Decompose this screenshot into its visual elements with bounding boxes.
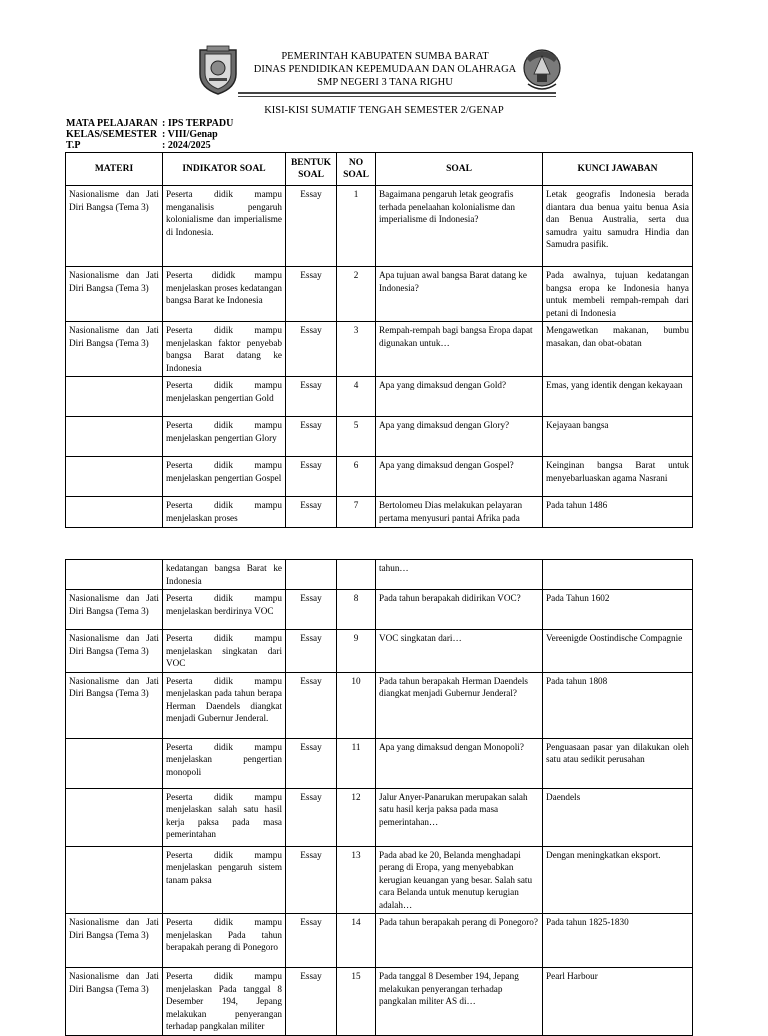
- cell-no: 13: [337, 846, 376, 914]
- cell-no: 7: [337, 497, 376, 528]
- cell-soal: VOC singkatan dari…: [376, 630, 543, 673]
- cell-kunci: Pada tahun 1808: [543, 672, 693, 738]
- cell-kunci: Keinginan bangsa Barat untuk menyebarluaskan agama Nasrani: [543, 457, 693, 497]
- cell-no: 8: [337, 590, 376, 630]
- letterhead-rule-thick: [238, 92, 556, 94]
- regency-emblem-icon: [197, 44, 239, 96]
- cell-no: 9: [337, 630, 376, 673]
- cell-indikator: Peserta didik mampu menjelaskan singkatan dari VOC: [163, 630, 286, 673]
- cell-no: 5: [337, 417, 376, 457]
- cell-bentuk: Essay: [286, 267, 337, 322]
- cell-soal: Apa tujuan awal bangsa Barat datang ke Indonesia?: [376, 267, 543, 322]
- cell-indikator: Peserta didik mampu menjelaskan pada tahun berapa Herman Daendels diangkat menjadi Gubernur Jenderal.: [163, 672, 286, 738]
- cell-bentuk: Essay: [286, 322, 337, 377]
- cell-kunci: Mengawetkan makanan, bumbu masakan, dan obat-obatan: [543, 322, 693, 377]
- cell-bentuk: Essay: [286, 497, 337, 528]
- cell-kunci: Vereenigde Oostindische Compagnie: [543, 630, 693, 673]
- cell-bentuk: Essay: [286, 630, 337, 673]
- cell-no: 3: [337, 322, 376, 377]
- cell-bentuk: Essay: [286, 846, 337, 914]
- meta-row-class: [66, 129, 233, 140]
- table-row: [66, 417, 693, 457]
- cell-materi: [66, 738, 163, 788]
- cell-no: 12: [337, 788, 376, 846]
- cell-indikator: Peserta dididk mampu menjelaskan proses kedatangan bangsa Barat ke Indonesia: [163, 267, 286, 322]
- cell-materi: Nasionalisme dan Jati Diri Bangsa (Tema 3): [66, 968, 163, 1036]
- cell-kunci: [543, 560, 693, 590]
- cell-bentuk: [286, 560, 337, 590]
- table-header-row: [66, 153, 693, 186]
- cell-kunci: Pada awalnya, tujuan kedatangan bangsa eropa ke Indonesia hanya untuk membeli rempah-rempah dari petani di Indonesia: [543, 267, 693, 322]
- cell-materi: [66, 497, 163, 528]
- cell-kunci: Letak geografis Indonesia berada diantara dua benua yaitu benua Asia dan Benua Australia, serta dua samudra yaitu samudra Hindia dan Samudra pasifik.: [543, 186, 693, 267]
- table-row: [66, 497, 693, 528]
- cell-soal: Apa yang dimaksud dengan Monopoli?: [376, 738, 543, 788]
- table-row: [66, 377, 693, 417]
- table-row: [66, 560, 693, 590]
- table-row: [66, 267, 693, 322]
- cell-kunci: Penguasaan pasar yan dilakukan oleh satu atau sedikit perusahan: [543, 738, 693, 788]
- cell-indikator: Peserta didik mampu menjelaskan salah satu hasil kerja paksa pada masa pemerintahan: [163, 788, 286, 846]
- cell-no: 1: [337, 186, 376, 267]
- table-row: [66, 186, 693, 267]
- cell-bentuk: Essay: [286, 457, 337, 497]
- cell-bentuk: Essay: [286, 738, 337, 788]
- letterhead-rule-thin: [238, 96, 556, 97]
- header-no-soal: NO SOAL: [337, 153, 376, 186]
- cell-indikator: Peserta didik mampu menjelaskan pengaruh sistem tanam paksa: [163, 846, 286, 914]
- cell-indikator: Peserta didik mampu menjelaskan pengertian Glory: [163, 417, 286, 457]
- cell-materi: [66, 377, 163, 417]
- meta-row-school-year: [66, 140, 233, 151]
- document-title: KISI-KISI SUMATIF TENGAH SEMESTER 2/GENAP: [264, 105, 504, 116]
- cell-soal: Pada tahun berapakah Herman Daendels diangkat menjadi Gubernur Jenderal?: [376, 672, 543, 738]
- cell-no: 4: [337, 377, 376, 417]
- header-bentuk-soal: BENTUK SOAL: [286, 153, 337, 186]
- cell-soal: Bertolomeu Dias melakukan pelayaran pertama menyusuri pantai Afrika pada: [376, 497, 543, 528]
- cell-materi: [66, 457, 163, 497]
- cell-soal: Apa yang dimaksud dengan Gospel?: [376, 457, 543, 497]
- table-row: [66, 322, 693, 377]
- cell-indikator: Peserta didik mampu menganalisis pengaruh kolonialisme dan imperialisme di Indonesia.: [163, 186, 286, 267]
- meta-key: KELAS/SEMESTER: [66, 129, 158, 140]
- cell-kunci: Pada Tahun 1602: [543, 590, 693, 630]
- letterhead-text: [245, 50, 525, 89]
- meta-value: : VIII/Genap: [162, 129, 218, 140]
- cell-soal: Pada abad ke 20, Belanda menghadapi perang di Eropa, yang menyebabkan kerugian keuangan yang besar. Salah satu cara Belanda untuk menutup kerugian adalah…: [376, 846, 543, 914]
- cell-indikator: Peserta didik mampu menjelaskan pengertian Gold: [163, 377, 286, 417]
- table-row: [66, 914, 693, 968]
- cell-materi: Nasionalisme dan Jati Diri Bangsa (Tema 3): [66, 590, 163, 630]
- table-row: [66, 968, 693, 1036]
- cell-indikator: Peserta didik mampu menjelaskan faktor penyebab bangsa Barat datang ke Indonesia: [163, 322, 286, 377]
- cell-materi: Nasionalisme dan Jati Diri Bangsa (Tema 3): [66, 630, 163, 673]
- cell-bentuk: Essay: [286, 672, 337, 738]
- cell-indikator: Peserta didik mampu menjelaskan Pada tahun berapakah perang di Ponegoro: [163, 914, 286, 968]
- cell-no: 10: [337, 672, 376, 738]
- letterhead-line-1: PEMERINTAH KABUPATEN SUMBA BARAT: [281, 51, 489, 62]
- cell-kunci: Dengan meningkatkan eksport.: [543, 846, 693, 914]
- cell-indikator: kedatangan bangsa Barat ke Indonesia: [163, 560, 286, 590]
- cell-materi: Nasionalisme dan Jati Diri Bangsa (Tema 3): [66, 914, 163, 968]
- cell-soal: Pada tahun berapakah perang di Ponegoro?: [376, 914, 543, 968]
- cell-materi: [66, 417, 163, 457]
- cell-soal: Apa yang dimaksud dengan Gold?: [376, 377, 543, 417]
- cell-bentuk: Essay: [286, 590, 337, 630]
- cell-soal: Pada tahun berapakah didirikan VOC?: [376, 590, 543, 630]
- cell-soal: Bagaimana pengaruh letak geografis terhada penelaahan kolonialisme dan imperialisme di Indonesia?: [376, 186, 543, 267]
- table-row: [66, 738, 693, 788]
- cell-no: 11: [337, 738, 376, 788]
- cell-kunci: Pada tahun 1486: [543, 497, 693, 528]
- kisi-kisi-table-part-1: [65, 152, 693, 528]
- header-materi: MATERI: [66, 153, 163, 186]
- cell-kunci: Pearl Harbour: [543, 968, 693, 1036]
- letterhead-line-3: SMP NEGERI 3 TANA RIGHU: [317, 77, 453, 88]
- table-row: [66, 788, 693, 846]
- cell-bentuk: Essay: [286, 968, 337, 1036]
- letterhead-line-2: DINAS PENDIDIKAN KEPEMUDAAN DAN OLAHRAGA: [253, 64, 517, 75]
- document-meta: [66, 118, 233, 151]
- header-kunci-jawaban: KUNCI JAWABAN: [543, 153, 693, 186]
- cell-soal: tahun…: [376, 560, 543, 590]
- cell-materi: Nasionalisme dan Jati Diri Bangsa (Tema 3): [66, 672, 163, 738]
- cell-bentuk: Essay: [286, 186, 337, 267]
- cell-materi: [66, 788, 163, 846]
- meta-row-subject: [66, 118, 233, 129]
- cell-indikator: Peserta didik mampu menjelaskan berdirinya VOC: [163, 590, 286, 630]
- cell-indikator: Peserta didik mampu menjelaskan pengertian monopoli: [163, 738, 286, 788]
- cell-soal: Pada tanggal 8 Desember 194, Jepang melakukan penyerangan terhadap pangkalan militer AS di…: [376, 968, 543, 1036]
- cell-materi: Nasionalisme dan Jati Diri Bangsa (Tema 3): [66, 267, 163, 322]
- cell-soal: Jalur Anyer-Panarukan merupakan salah satu hasil kerja paksa pada masa pemerintahan…: [376, 788, 543, 846]
- table-row: [66, 672, 693, 738]
- cell-soal: Apa yang dimaksud dengan Glory?: [376, 417, 543, 457]
- cell-indikator: Peserta didik mampu menjelaskan proses: [163, 497, 286, 528]
- cell-indikator: Peserta didik mampu menjelaskan Pada tanggal 8 Desember 194, Jepang melakukan penyerangan terhadap pangkalan militer: [163, 968, 286, 1036]
- cell-no: [337, 560, 376, 590]
- header-soal: SOAL: [376, 153, 543, 186]
- cell-no: 2: [337, 267, 376, 322]
- cell-kunci: Pada tahun 1825-1830: [543, 914, 693, 968]
- cell-kunci: Daendels: [543, 788, 693, 846]
- cell-bentuk: Essay: [286, 417, 337, 457]
- tut-wuri-handayani-logo-icon: [520, 44, 564, 94]
- header-indikator: INDIKATOR SOAL: [163, 153, 286, 186]
- cell-no: 15: [337, 968, 376, 1036]
- cell-materi: [66, 560, 163, 590]
- meta-value: : 2024/2025: [162, 140, 211, 151]
- cell-materi: Nasionalisme dan Jati Diri Bangsa (Tema 3): [66, 186, 163, 267]
- cell-kunci: Kejayaan bangsa: [543, 417, 693, 457]
- cell-no: 6: [337, 457, 376, 497]
- cell-bentuk: Essay: [286, 914, 337, 968]
- table-row: [66, 846, 693, 914]
- table-row: [66, 630, 693, 673]
- cell-no: 14: [337, 914, 376, 968]
- meta-value: : IPS TERPADU: [162, 118, 234, 129]
- cell-bentuk: Essay: [286, 377, 337, 417]
- cell-materi: [66, 846, 163, 914]
- table-row: [66, 590, 693, 630]
- cell-materi: Nasionalisme dan Jati Diri Bangsa (Tema 3): [66, 322, 163, 377]
- cell-bentuk: Essay: [286, 788, 337, 846]
- meta-key: MATA PELAJARAN: [66, 118, 158, 129]
- meta-key: T.P: [66, 140, 81, 151]
- cell-soal: Rempah-rempah bagi bangsa Eropa dapat digunakan untuk…: [376, 322, 543, 377]
- kisi-kisi-table-part-2: [65, 559, 693, 1036]
- cell-kunci: Emas, yang identik dengan kekayaan: [543, 377, 693, 417]
- cell-indikator: Peserta didik mampu menjelaskan pengertian Gospel: [163, 457, 286, 497]
- table-row: [66, 457, 693, 497]
